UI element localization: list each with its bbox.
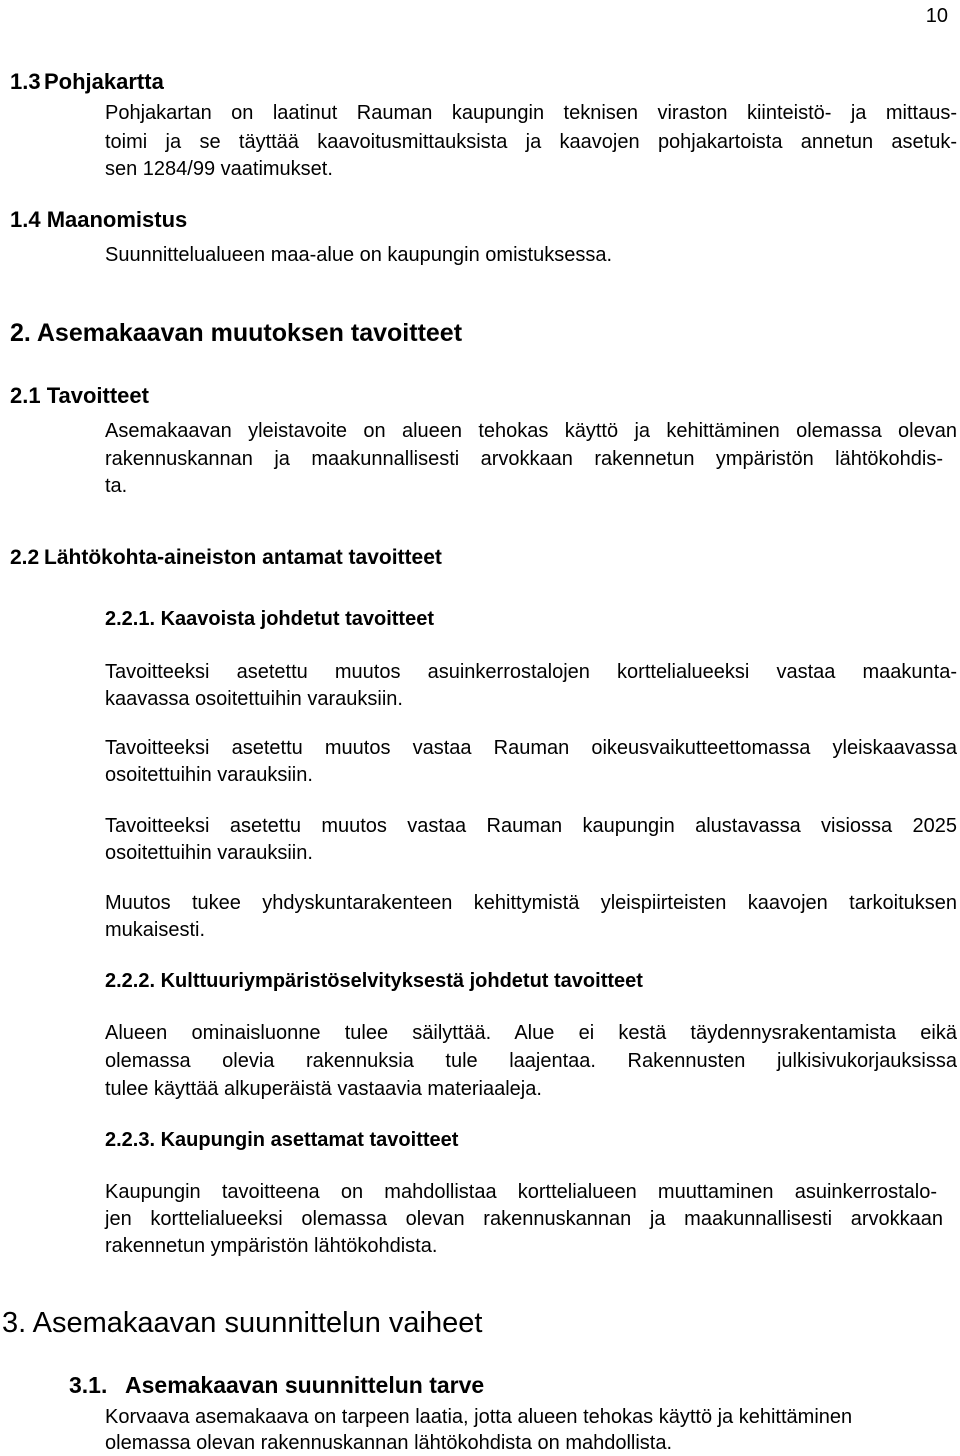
heading-1-3-title: Pohjakartta <box>44 69 164 94</box>
page-number: 10 <box>925 5 948 27</box>
paragraph-line: toimi ja se täyttää kaavoitusmittauksista ja kaavojen pohjakartoista annetun asetuk- <box>105 131 957 153</box>
paragraph-line: olemassa olevia rakennuksia tule laajentaa. Rakennusten julkisivukorjauksissa <box>105 1050 957 1072</box>
heading-2-2-1: 2.2.1. Kaavoista johdetut tavoitteet <box>105 608 434 630</box>
paragraph-line: jen korttelialueeksi olemassa olevan rakennuskannan ja maakunnallisesti arvokkaan <box>105 1208 943 1230</box>
paragraph-line: sen 1284/99 vaatimukset. <box>105 158 333 180</box>
paragraph-line: osoitettuihin varauksiin. <box>105 842 313 864</box>
heading-3-1-title: Asemakaavan suunnittelun tarve <box>125 1372 485 1398</box>
paragraph-line: kaavassa osoitettuihin varauksiin. <box>105 688 403 710</box>
paragraph-line: mukaisesti. <box>105 919 206 941</box>
paragraph-line: Suunnittelualueen maa-alue on kaupungin omistuksessa. <box>105 244 613 266</box>
paragraph-line: Tavoitteeksi asetettu muutos vastaa Rauman oikeusvaikutteettomassa yleiskaavassa <box>105 737 957 759</box>
paragraph-line: Kaupungin tavoitteena on mahdollistaa korttelialueen muuttaminen asuinkerrostalo- <box>105 1181 937 1203</box>
heading-2-2-3: 2.2.3. Kaupungin asettamat tavoitteet <box>105 1129 459 1151</box>
paragraph-line: rakennetun ympäristön lähtökohdista. <box>105 1235 438 1257</box>
paragraph-line: Tavoitteeksi asetettu muutos vastaa Rauman kaupungin alustavassa visiossa 2025 <box>105 815 957 837</box>
paragraph-line: tulee käyttää alkuperäistä vastaavia materiaaleja. <box>105 1078 542 1100</box>
heading-1-3-number: 1.3 <box>10 69 41 94</box>
paragraph-line: Pohjakartan on laatinut Rauman kaupungin teknisen viraston kiinteistö- ja mittaus- <box>105 102 957 124</box>
heading-3-1-number: 3.1. <box>69 1372 108 1398</box>
paragraph-line: ta. <box>105 475 128 497</box>
heading-2: 2. Asemakaavan muutoksen tavoitteet <box>10 319 463 347</box>
paragraph-line: Korvaava asemakaava on tarpeen laatia, jotta alueen tehokas käyttö ja kehittäminen <box>105 1406 853 1428</box>
paragraph-line: osoitettuihin varauksiin. <box>105 764 313 786</box>
heading-1-4: 1.4 Maanomistus <box>10 207 188 232</box>
heading-2-1: 2.1 Tavoitteet <box>10 383 149 408</box>
paragraph-line: Tavoitteeksi asetettu muutos asuinkerrostalojen korttelialueeksi vastaa maakunta- <box>105 661 957 683</box>
paragraph-line: rakennuskannan ja maakunnallisesti arvokkaan rakennetun ympäristön lähtökohdis- <box>105 448 943 470</box>
paragraph-line: Muutos tukee yhdyskuntarakenteen kehittymistä yleispiirteisten kaavojen tarkoituksen <box>105 892 957 914</box>
paragraph-line: olemassa olevan rakennuskannan lähtökohdista on mahdollista. <box>105 1432 673 1454</box>
paragraph-line: Asemakaavan yleistavoite on alueen tehokas käyttö ja kehittäminen olemassa olevan <box>105 420 957 442</box>
heading-3: 3. Asemakaavan suunnittelun vaiheet <box>2 1307 483 1339</box>
heading-2-2-title: Lähtökohta-aineiston antamat tavoitteet <box>44 546 442 569</box>
heading-2-2-number: 2.2 <box>10 546 40 569</box>
heading-2-2-2: 2.2.2. Kulttuuriympäristöselvityksestä johdetut tavoitteet <box>105 970 643 992</box>
paragraph-line: Alueen ominaisluonne tulee säilyttää. Alue ei kestä täydennysrakentamista eikä <box>105 1022 957 1044</box>
